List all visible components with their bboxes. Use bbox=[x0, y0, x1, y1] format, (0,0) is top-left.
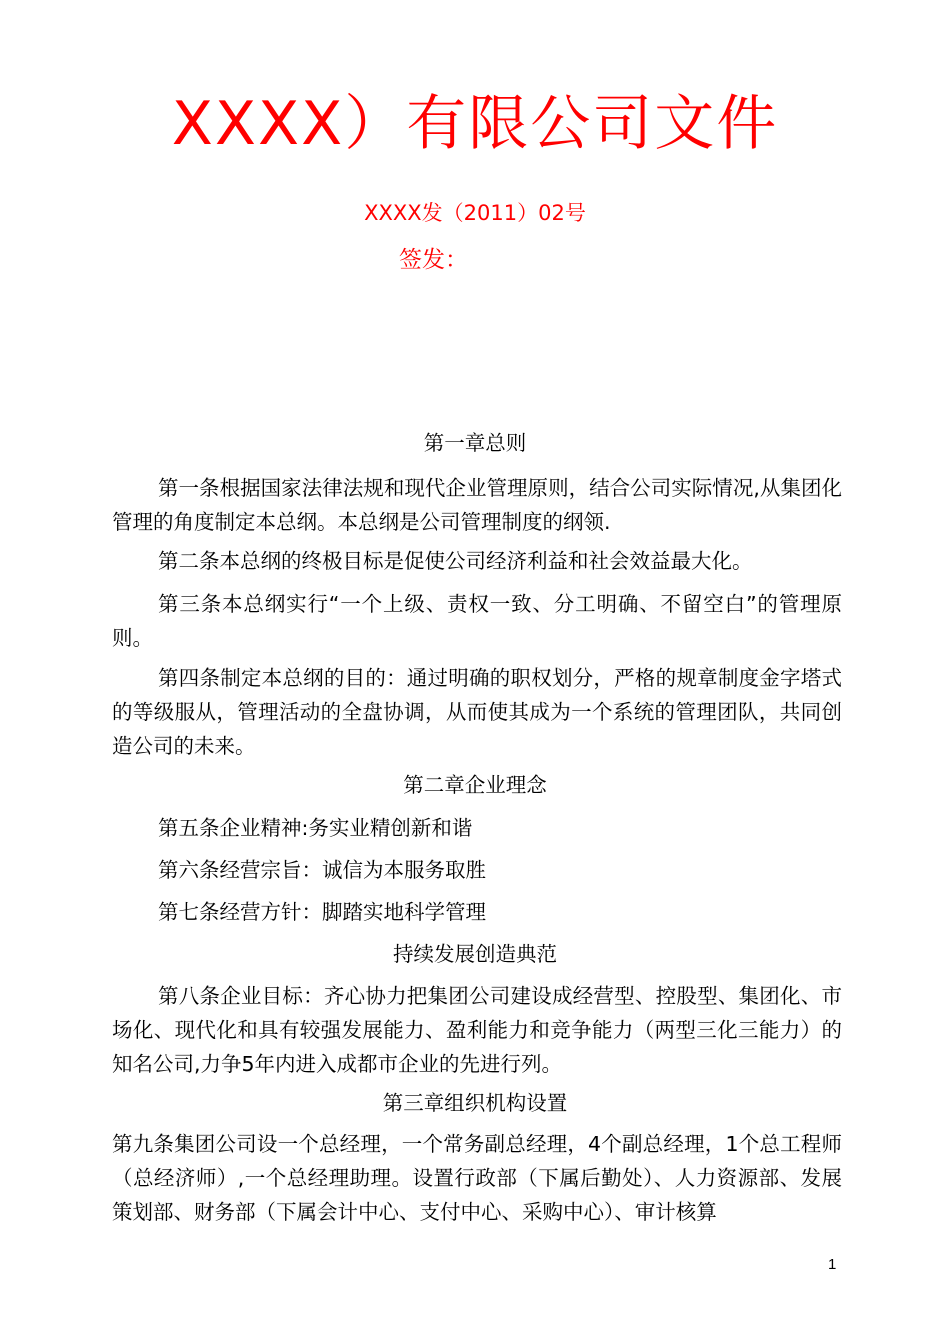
chapter-2-heading: 第二章企业理念 bbox=[403, 773, 547, 797]
article-2 bbox=[112, 544, 842, 578]
article-3 bbox=[112, 587, 842, 655]
article-1-text: 第一条根据国家法律法规和现代企业管理原则，结合公司实际情况,从集团化管理的角度制定本总纲。本总纲是公司管理制度的纲领. bbox=[112, 476, 842, 534]
article-7-text: 第七条经营方针：脚踏实地科学管理 bbox=[158, 900, 486, 924]
article-7 bbox=[112, 895, 842, 929]
article-8 bbox=[112, 979, 842, 1081]
article-5-text: 第五条企业精神:务实业精创新和谐 bbox=[158, 816, 473, 840]
article-6 bbox=[112, 853, 842, 887]
document-header-title: XXXX）有限公司文件 bbox=[171, 89, 779, 159]
article-8-text: 第八条企业目标：齐心协力把集团公司建设成经营型、控股型、集团化、市场化、现代化和具有较强发展能力、盈利能力和竞争能力（两型三化三能力）的知名公司,力争5年内进入成都市企业的先进行列。 bbox=[112, 984, 842, 1076]
article-2-text: 第二条本总纲的终极目标是促使公司经济利益和社会效益最大化。 bbox=[158, 549, 753, 573]
article-5 bbox=[112, 811, 842, 845]
chapter-3-heading: 第三章组织机构设置 bbox=[382, 1091, 568, 1115]
article-9-text: 第九条集团公司设一个总经理，一个常务副总经理，4个副总经理，1个总工程师（总经济师）,一个总经理助理。设置行政部（下属后勤处）、人力资源部、发展策划部、财务部（下属会计中心、支付中心、采购中心）、审计核算 bbox=[112, 1132, 842, 1224]
article-6-text: 第六条经营宗旨：诚信为本服务取胜 bbox=[158, 858, 486, 882]
document-number: XXXX发（2011）02号 bbox=[364, 201, 586, 225]
signer-label: 签发： bbox=[399, 247, 468, 273]
chapter-2-motto: 持续发展创造典范 bbox=[393, 942, 557, 966]
article-9 bbox=[112, 1127, 842, 1229]
article-3-text: 第三条本总纲实行“一个上级、责权一致、分工明确、不留空白”的管理原则。 bbox=[112, 592, 842, 650]
article-1 bbox=[112, 471, 842, 539]
page-number: 1 bbox=[828, 1256, 837, 1273]
article-4 bbox=[112, 661, 842, 763]
chapter-1-heading: 第一章总则 bbox=[423, 431, 527, 455]
article-4-text: 第四条制定本总纲的目的：通过明确的职权划分，严格的规章制度金字塔式的等级服从，管理活动的全盘协调，从而使其成为一个系统的管理团队，共同创造公司的未来。 bbox=[112, 666, 842, 758]
